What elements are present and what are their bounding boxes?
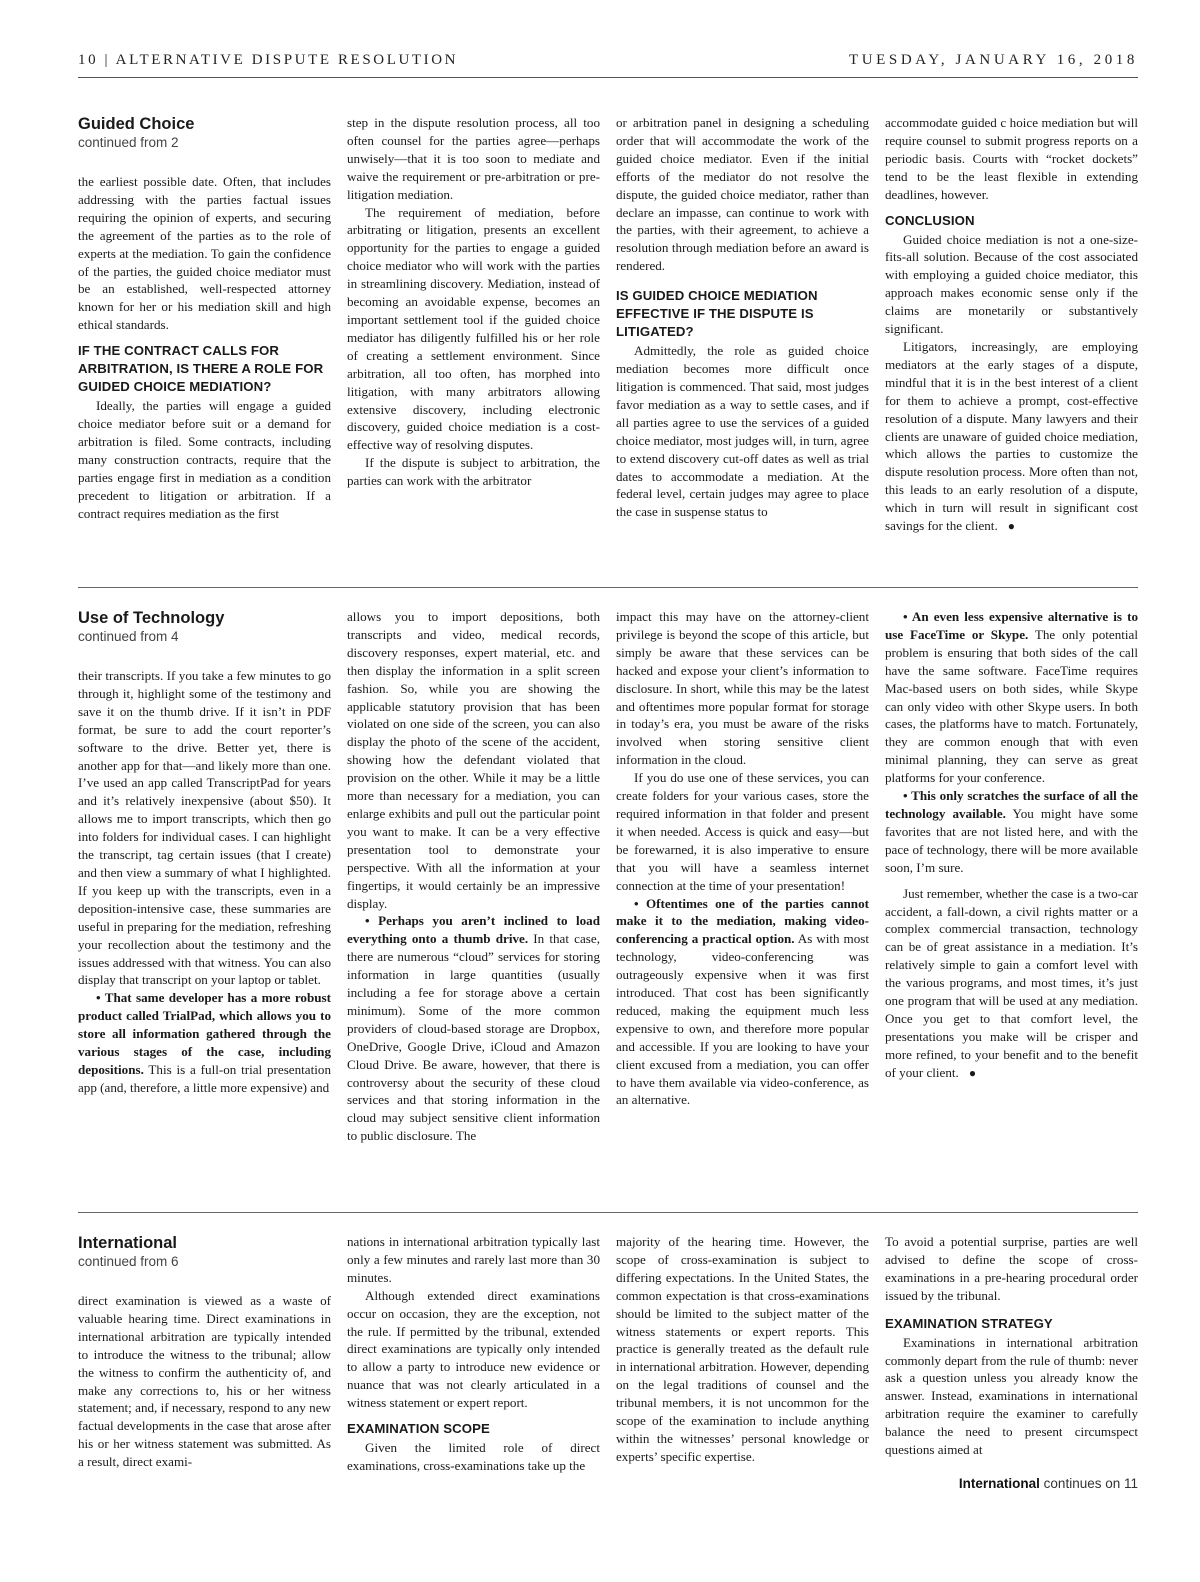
paragraph: If you do use one of these services, you can create folders for your various cases, store the required information in that folder and present it when needed. Access is quick and easy—but be forewarned, it is also imperative to ensure that you will have a seamless internet connection at the time of your presentation! bbox=[616, 770, 869, 893]
bullet-lead: • Oftentimes one of the parties cannot make it to the mediation, making video-conferencing a practical option. bbox=[616, 895, 869, 947]
paragraph-text: Litigators, increasingly, are employing mediators at the early stages of a dispute, mindful that it is in the best interest of a client for them to achieve a prompt, cost-effective resolution of a dispute. Many lawyers and their clients are unaware of guided choice mediation, which allows the parties to customize the dispute resolution process. More often than not, this leads to an early resolution of a dispute, which in turn will result in significant cost savings for the client. bbox=[885, 338, 1138, 534]
column-4 bbox=[885, 608, 1138, 1083]
paragraph: impact this may have on the attorney-client privilege is beyond the scope of this article, but simply be aware that these services can be hacked and expose your client’s information to disclosure. In short, while this may be the latest and oftentimes more popular format for storage in today’s era, you must be aware of the risks involved when storing sensitive client information in the cloud. bbox=[616, 609, 869, 768]
bullet-paragraph bbox=[885, 787, 1138, 877]
bullet-body: The only potential problem is ensuring that both sides of the call have the same software. FaceTime requires Mac-based users on both sides, while Skype can only video with other Skype users. In both cases, the platforms have to match. Fortunately, they are common enough that with even minimal planning, they can serve as great platforms for your conference. bbox=[885, 626, 1138, 786]
column-1 bbox=[78, 608, 331, 1097]
continues-article-name: International bbox=[958, 1476, 1040, 1491]
column-1 bbox=[78, 1233, 331, 1471]
section-divider bbox=[78, 1212, 1138, 1213]
bullet-lead: • An even less expensive alternative is to use FaceTime or Skype. bbox=[885, 609, 1138, 642]
continued-from: continued from 2 bbox=[78, 135, 179, 150]
column-1 bbox=[78, 114, 331, 523]
bullet-paragraph bbox=[347, 912, 600, 1145]
bullet-body: In that case, there are numerous “cloud” services for storing information in large quantities (usually including a fee for storage above a certain minimum). Some of the more common providers of cloud-based storage are Dropbox, OneDrive, Google Drive, iCloud and Amazon Cloud Drive. Be aware, however, that there is controversy about the security of these cloud services and that storing information in the cloud may subject sensitive client information to public disclosure. The bbox=[347, 931, 600, 1144]
paragraph: Examinations in international arbitration commonly depart from the rule of thumb: never ask a question unless you already know the answer. Instead, examinations in international arbitration require the examiner to carefully balance the need to present circumspect questions aimed at bbox=[885, 1334, 1138, 1458]
bullet-lead: • This only scratches the surface of all the technology available. bbox=[885, 788, 1138, 821]
paragraph: The requirement of mediation, before arbitrating or litigation, presents an excellent opportunity for the parties to engage a guided choice mediator who will work with the parties in streamlining discovery. Mediation, instead of becoming an avoidable expense, becomes an important settlement tool if the guided choice mediator has diligently fulfilled his or her role of creating a settlement environment. Since arbitration, all too often, has morphed into litigation, with many arbitrators allowing extensive discovery, including electronic discovery, guided choice mediation is a cost-effective way of resolving disputes. bbox=[347, 204, 600, 453]
paragraph: Admittedly, the role as guided choice mediation becomes more difficult once litigation is commenced. That said, most judges favor mediation as a way to settle cases, and if all parties agree to use the services of a guided choice mediator, most judges will, in turn, agree to extend discovery cut-off dates as well as trial dates to accommodate a mediation. At the federal level, certain judges may agree to place the case in suspense status to bbox=[616, 343, 869, 520]
section-heading: CONCLUSION bbox=[885, 212, 975, 228]
article-title: Guided Choice bbox=[78, 115, 195, 133]
bullet-body: As with most technology, video-conferencing was outrageously expensive when it was first introduced. That cost has been significantly reduced, making the equipment much less expensive to own, and therefore more popular and accessible. If you are looking to have your client excused from a mediation, you can offer to have them available via video-conference, as an alternative. bbox=[616, 931, 869, 1108]
paragraph: majority of the hearing time. However, the scope of cross-examination is subject to differing expectations. In the United States, the common expectation is that cross-examinations should be limited to the subject matter of the witness statements or expert reports. This practice is generally treated as the default rule in international arbitration. However, depending on the legal traditions of counsel and the tribunal members, it is not uncommon for the scope of the examination to include anything within the witnesses’ personal knowledge or experts’ specific expertise. bbox=[616, 1234, 869, 1464]
paragraph: Ideally, the parties will engage a guided choice mediator before suit or a demand for arbitration is filed. Some contracts, including many construction contracts, require that the parties engage first in mediation as a condition precedent to litigation or arbitration. If a contract requires mediation as the first bbox=[78, 398, 331, 521]
masthead-rule bbox=[78, 77, 1138, 78]
section-divider bbox=[78, 587, 1138, 588]
column-3 bbox=[616, 114, 869, 521]
section-heading: EXAMINATION SCOPE bbox=[347, 1421, 490, 1437]
continued-from: continued from 4 bbox=[78, 629, 179, 644]
continues-page-text: continues on 11 bbox=[1039, 1476, 1138, 1491]
article-use-of-technology bbox=[78, 608, 1138, 1188]
bullet-lead: • That same developer has a more robust product called TrialPad, which allows you to store all information gathered through the various stages of the case, including depositions. bbox=[78, 990, 331, 1077]
column-4 bbox=[885, 1233, 1138, 1459]
masthead bbox=[78, 52, 1138, 74]
section-heading: IF THE CONTRACT CALLS FOR ARBITRATION, IS THERE A ROLE FOR GUIDED CHOICE MEDIATION? bbox=[78, 343, 324, 395]
article-guided-choice bbox=[78, 114, 1138, 564]
page-section-label: 10 | ALTERNATIVE DISPUTE RESOLUTION bbox=[78, 52, 459, 68]
paragraph: If the dispute is subject to arbitration, the parties can work with the arbitrator bbox=[347, 455, 600, 489]
paragraph: Given the limited role of direct examinations, cross-examinations take up the bbox=[347, 1440, 600, 1473]
continued-from: continued from 6 bbox=[78, 1254, 179, 1269]
column-3 bbox=[616, 1233, 869, 1466]
bullet-paragraph bbox=[885, 608, 1138, 787]
paragraph-text: Just remember, whether the case is a two-car accident, a fall-down, a civil rights matter or a complex commercial transaction, technology can be of great assistance in a mediation. It’s relatively simple to gain a comfort level with the various programs, and most times, it’s just one program that will be used at any mediation. Once you get to that comfort level, the presentations you make will be crisper and more refined, to your benefit and to the benefit of your client. bbox=[885, 885, 1138, 1080]
paragraph: step in the dispute resolution process, all too often counsel for the parties agree—perhaps unwisely—that it is too soon to mediate and waive the requirement or pre-arbitration or pre-litigation mediation. bbox=[347, 115, 600, 202]
column-3 bbox=[616, 608, 869, 1109]
section-heading: IS GUIDED CHOICE MEDIATION EFFECTIVE IF THE DISPUTE IS LITIGATED? bbox=[616, 288, 818, 340]
column-4 bbox=[885, 114, 1138, 536]
paragraph: Although extended direct examinations occur on occasion, they are the exception, not the rule. If permitted by the tribunal, extended direct examinations are typically only intended to allow a party to introduce new evidence or nuance that was not clearly articulated in a witness statement or expert report. bbox=[347, 1287, 600, 1411]
paragraph: their transcripts. If you take a few minutes to go through it, highlight some of the testimony and save it on the thumb drive. If it isn’t in PDF format, be sure to add the court reporter’s software to the drive. Better yet, there is another app for that—and likely more than one. I’ve used an app called TranscriptPad for years and it’s relatively inexpensive (about $50). It allows me to import transcripts, which then go into folders for individual cases. I can highlight the transcript, tag certain issues (that I create) and then view a summary of what I highlighted. If you keep up with the transcripts, even in a deposition-intensive case, these summaries are useful in preparing for the mediation, refreshing your recollection about the testimony and the issues addressed with that witness. You can also display that transcript on your laptop or tablet. bbox=[78, 668, 331, 988]
bullet-paragraph bbox=[78, 989, 331, 1096]
article-international bbox=[78, 1233, 1138, 1503]
paragraph bbox=[885, 338, 1138, 536]
continues-on-note bbox=[959, 1476, 1138, 1491]
paragraph: direct examination is viewed as a waste of valuable hearing time. Direct examinations in international arbitration are typically intended to introduce the witness to the tribunal; allow the witness to confirm the authenticity of, and make any corrections to, his or her witness statement; and, if necessary, respond to any new factual developments in the case that arose after his or her witness statement was submitted. As a result, direct exami- bbox=[78, 1293, 331, 1470]
end-of-article-mark: ● bbox=[968, 1065, 977, 1080]
paragraph: nations in international arbitration typically last only a few minutes and rarely last more than 30 minutes. bbox=[347, 1234, 600, 1285]
bullet-lead: • Perhaps you aren’t inclined to load everything onto a thumb drive. bbox=[347, 913, 600, 947]
paragraph: the earliest possible date. Often, that includes addressing with the parties factual issues requiring the opinion of experts, and securing the agreement of the parties as to the role of experts at the mediation. To gain the confidence of the parties, the guided choice mediator must be an established, well-respected attorney known for her or his mediation skill and high ethical standards. bbox=[78, 174, 331, 333]
paragraph: Guided choice mediation is not a one-size-fits-all solution. Because of the cost associated with employing a guided choice mediator, this approach makes economic sense only if the claims are monetarily or substantively significant. bbox=[885, 231, 1138, 337]
article-title: Use of Technology bbox=[78, 609, 225, 627]
paragraph: To avoid a potential surprise, parties are well advised to define the scope of cross-examinations in a pre-hearing procedural order issued by the tribunal. bbox=[885, 1234, 1138, 1303]
section-heading: EXAMINATION STRATEGY bbox=[885, 1315, 1053, 1331]
bullet-paragraph bbox=[616, 895, 869, 1110]
end-of-article-mark: ● bbox=[1007, 519, 1015, 534]
column-2 bbox=[347, 114, 600, 490]
column-2 bbox=[347, 1233, 600, 1475]
bullet-body: You might have some favorites that are not listed here, and with the pace of technology, there will be more available soon, I’m sure. bbox=[885, 805, 1138, 875]
paragraph: allows you to import depositions, both transcripts and video, medical records, discovery responses, expert material, etc. and then display the information in a split screen fashion. So, while you are showing the applicable statutory provision that has been violated on one side of the screen, you can also display the photo of the scene of the accident, showing how the defendant violated that provision on the other. While it may be a little more than necessary for a mediation, you can enlarge exhibits and pull out the particular point you want to make. It can be a very effective presentation tool to demonstrate your perspective. With all the information at your fingertips, it would certainly be an impressive display. bbox=[347, 609, 600, 911]
issue-date: TUESDAY, JANUARY 16, 2018 bbox=[848, 52, 1138, 68]
paragraph bbox=[885, 885, 1138, 1083]
column-2 bbox=[347, 608, 600, 1145]
paragraph: accommodate guided c hoice mediation but will require counsel to submit progress reports on a periodic basis. Courts with “rocket dockets” tend to be the least flexible in extending deadlines, however. bbox=[885, 115, 1138, 202]
bullet-body: This is a full-on trial presentation app (and, therefore, a little more expensive) and bbox=[78, 1061, 331, 1095]
article-title: International bbox=[78, 1234, 178, 1252]
paragraph: or arbitration panel in designing a scheduling order that will accommodate the work of the guided choice mediator. Even if the initial efforts of the mediator do not resolve the dispute, the guided choice mediator, rather than declare an impasse, can continue to work with the parties, with their agreement, to achieve a resolution through mediation before an award is rendered. bbox=[616, 115, 869, 274]
